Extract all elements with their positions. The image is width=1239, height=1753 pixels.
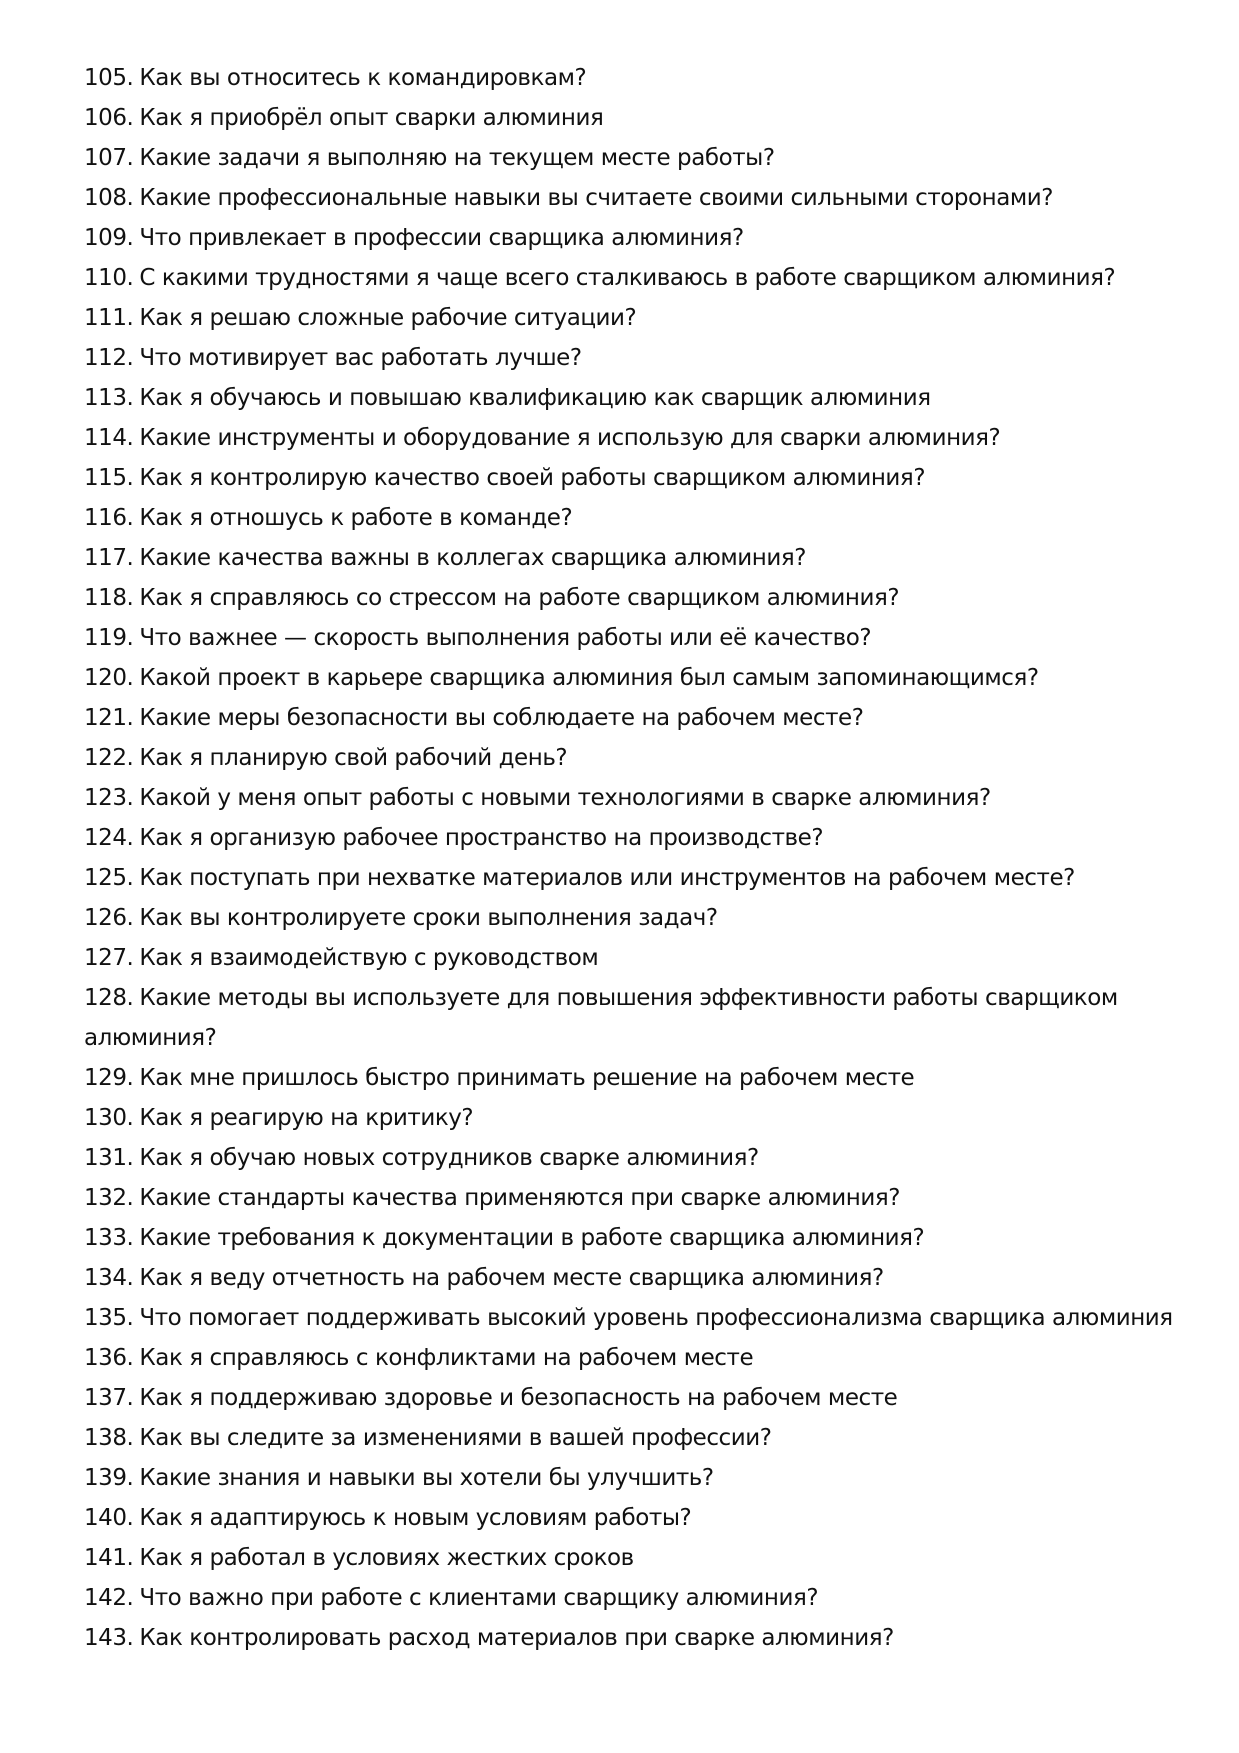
question-number: 111. — [84, 305, 134, 331]
question-item — [84, 898, 1174, 938]
question-text: Какой проект в карьере сварщика алюминия был самым запоминающимся? — [139, 665, 1039, 691]
question-number: 140. — [84, 1505, 134, 1531]
question-number: 133. — [84, 1225, 134, 1251]
question-text: Какие методы вы используете для повышения эффективности работы сварщиком алюминия? — [84, 985, 1118, 1051]
question-text: Что важнее — скорость выполнения работы или её качество? — [139, 625, 872, 651]
question-item — [84, 98, 1174, 138]
question-number: 114. — [84, 425, 134, 451]
question-item — [84, 1298, 1174, 1338]
question-number: 113. — [84, 385, 134, 411]
question-number: 135. — [84, 1305, 134, 1331]
question-number: 105. — [84, 65, 134, 91]
question-item — [84, 298, 1174, 338]
question-text: Как я отношусь к работе в команде? — [139, 505, 573, 531]
question-text: Как я работал в условиях жестких сроков — [139, 1545, 634, 1571]
question-text: Как я веду отчетность на рабочем месте сварщика алюминия? — [139, 1265, 884, 1291]
question-number: 139. — [84, 1465, 134, 1491]
question-text: Как вы следите за изменениями в вашей профессии? — [139, 1425, 772, 1451]
question-text: Какие профессиональные навыки вы считаете своими сильными сторонами? — [139, 185, 1054, 211]
question-number: 120. — [84, 665, 134, 691]
question-item — [84, 218, 1174, 258]
question-text: Что помогает поддерживать высокий уровень профессионализма сварщика алюминия — [139, 1305, 1173, 1331]
question-item — [84, 1058, 1174, 1098]
question-text: Как контролировать расход материалов при сварке алюминия? — [139, 1625, 894, 1651]
question-number: 138. — [84, 1425, 134, 1451]
question-text: Какой у меня опыт работы с новыми технологиями в сварке алюминия? — [139, 785, 991, 811]
question-item — [84, 698, 1174, 738]
question-number: 108. — [84, 185, 134, 211]
question-text: Какие знания и навыки вы хотели бы улучшить? — [139, 1465, 714, 1491]
question-text: Как я решаю сложные рабочие ситуации? — [139, 305, 637, 331]
question-item — [84, 738, 1174, 778]
question-item — [84, 938, 1174, 978]
question-item — [84, 178, 1174, 218]
question-text: Какие требования к документации в работе сварщика алюминия? — [139, 1225, 925, 1251]
question-text: Какие стандарты качества применяются при сварке алюминия? — [139, 1185, 901, 1211]
question-text: Как я справляюсь с конфликтами на рабочем месте — [139, 1345, 754, 1371]
question-number: 106. — [84, 105, 134, 131]
question-text: Как я планирую свой рабочий день? — [139, 745, 568, 771]
question-text: Как я контролирую качество своей работы сварщиком алюминия? — [139, 465, 926, 491]
question-text: Как мне пришлось быстро принимать решение на рабочем месте — [139, 1065, 915, 1091]
question-number: 115. — [84, 465, 134, 491]
question-number: 123. — [84, 785, 134, 811]
question-item — [84, 1258, 1174, 1298]
question-number: 136. — [84, 1345, 134, 1371]
question-item — [84, 1538, 1174, 1578]
question-item — [84, 1218, 1174, 1258]
question-item — [84, 458, 1174, 498]
question-text: Как я справляюсь со стрессом на работе сварщиком алюминия? — [139, 585, 900, 611]
question-number: 112. — [84, 345, 134, 371]
question-text: Как вы контролируете сроки выполнения задач? — [139, 905, 718, 931]
question-item — [84, 578, 1174, 618]
question-text: Как я реагирую на критику? — [139, 1105, 474, 1131]
question-text: Что привлекает в профессии сварщика алюминия? — [139, 225, 744, 251]
question-text: Какие задачи я выполняю на текущем месте работы? — [139, 145, 775, 171]
question-item — [84, 538, 1174, 578]
question-number: 126. — [84, 905, 134, 931]
question-number: 116. — [84, 505, 134, 531]
question-text: Как вы относитесь к командировкам? — [139, 65, 587, 91]
question-text: Как я обучаю новых сотрудников сварке алюминия? — [139, 1145, 759, 1171]
question-number: 137. — [84, 1385, 134, 1411]
question-item — [84, 1138, 1174, 1178]
question-number: 119. — [84, 625, 134, 651]
question-text: Как я обучаюсь и повышаю квалификацию как сварщик алюминия — [139, 385, 931, 411]
question-text: Какие инструменты и оборудование я использую для сварки алюминия? — [139, 425, 1001, 451]
question-item — [84, 498, 1174, 538]
question-item — [84, 258, 1174, 298]
question-text: Какие меры безопасности вы соблюдаете на рабочем месте? — [139, 705, 864, 731]
question-item — [84, 1578, 1174, 1618]
question-number: 132. — [84, 1185, 134, 1211]
question-number: 128. — [84, 985, 134, 1011]
question-list — [84, 58, 1174, 1658]
question-item — [84, 1418, 1174, 1458]
question-number: 122. — [84, 745, 134, 771]
question-number: 117. — [84, 545, 134, 571]
question-item — [84, 1378, 1174, 1418]
question-text: Как я взаимодействую с руководством — [139, 945, 599, 971]
question-item — [84, 1178, 1174, 1218]
question-number: 125. — [84, 865, 134, 891]
question-item — [84, 1338, 1174, 1378]
question-text: Как я адаптируюсь к новым условиям работы? — [139, 1505, 692, 1531]
question-number: 134. — [84, 1265, 134, 1291]
question-item — [84, 1098, 1174, 1138]
question-number: 109. — [84, 225, 134, 251]
document-page — [84, 58, 1174, 1658]
question-number: 124. — [84, 825, 134, 851]
question-item — [84, 658, 1174, 698]
question-text: Как я организую рабочее пространство на производстве? — [139, 825, 824, 851]
question-text: Как поступать при нехватке материалов или инструментов на рабочем месте? — [139, 865, 1075, 891]
question-text: Как я поддерживаю здоровье и безопасность на рабочем месте — [139, 1385, 898, 1411]
question-item — [84, 338, 1174, 378]
question-number: 121. — [84, 705, 134, 731]
question-number: 110. — [84, 265, 134, 291]
question-number: 107. — [84, 145, 134, 171]
question-text: Что важно при работе с клиентами сварщику алюминия? — [139, 1585, 819, 1611]
question-item — [84, 378, 1174, 418]
question-item — [84, 978, 1174, 1058]
question-number: 142. — [84, 1585, 134, 1611]
question-number: 130. — [84, 1105, 134, 1131]
question-number: 141. — [84, 1545, 134, 1571]
question-text: Какие качества важны в коллегах сварщика алюминия? — [139, 545, 807, 571]
question-number: 129. — [84, 1065, 134, 1091]
question-item — [84, 1458, 1174, 1498]
question-number: 118. — [84, 585, 134, 611]
question-item — [84, 58, 1174, 98]
question-item — [84, 138, 1174, 178]
question-item — [84, 1498, 1174, 1538]
question-number: 143. — [84, 1625, 134, 1651]
question-item — [84, 1618, 1174, 1658]
question-text: С какими трудностями я чаще всего сталкиваюсь в работе сварщиком алюминия? — [139, 265, 1116, 291]
question-item — [84, 818, 1174, 858]
question-item — [84, 618, 1174, 658]
question-text: Как я приобрёл опыт сварки алюминия — [139, 105, 604, 131]
question-number: 131. — [84, 1145, 134, 1171]
question-number: 127. — [84, 945, 134, 971]
question-item — [84, 858, 1174, 898]
question-item — [84, 418, 1174, 458]
question-item — [84, 778, 1174, 818]
question-text: Что мотивирует вас работать лучше? — [139, 345, 582, 371]
